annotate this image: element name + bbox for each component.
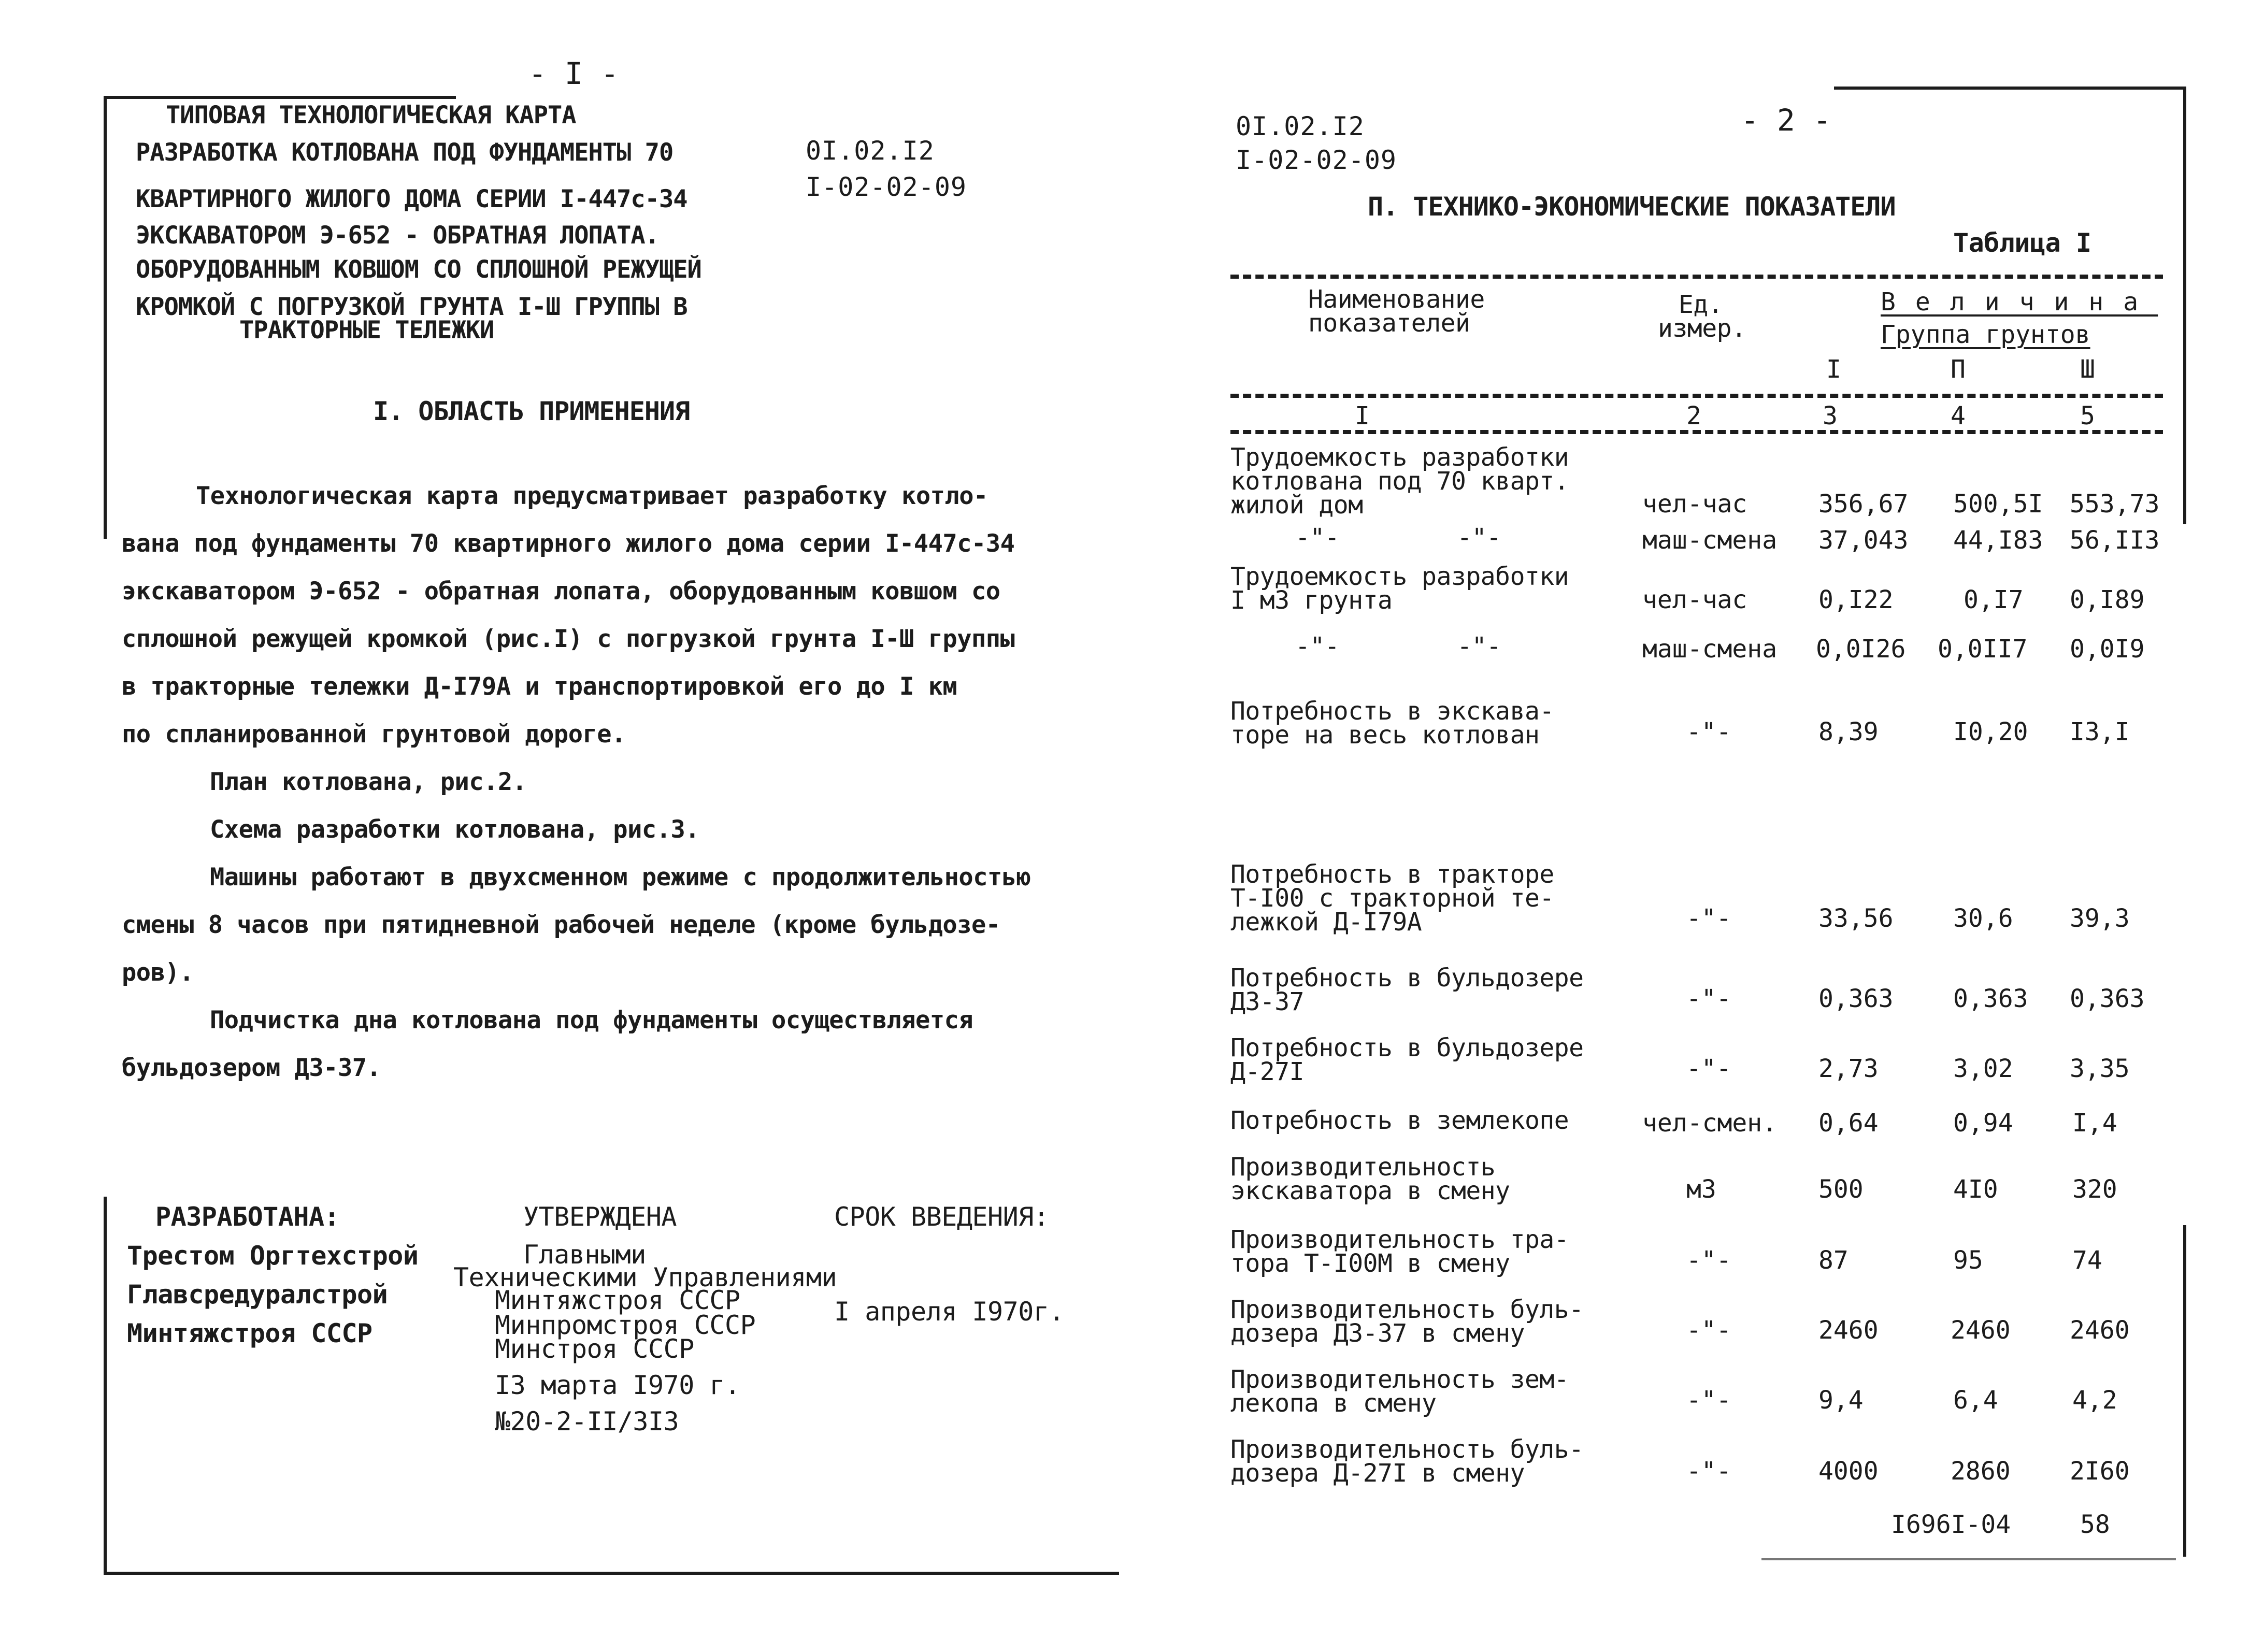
group-label: П <box>1951 355 1966 384</box>
paragraph-line: Схема разработки котлована, рис.3. <box>210 815 700 844</box>
col-number: 2 <box>1686 401 1701 430</box>
doc-title-line: КВАРТИРНОГО ЖИЛОГО ДОМА СЕРИИ I-447с-34 <box>136 185 687 213</box>
row-name-line: Т-I00 с тракторной те- <box>1230 884 1554 913</box>
right-bottom-rule <box>1761 1558 2176 1560</box>
left-page-number: - I - <box>528 56 619 91</box>
row-unit: -"- <box>1686 1054 1731 1083</box>
row-name <box>1230 562 1569 615</box>
row-name: -"- -"- <box>1295 523 1501 552</box>
row-value-group-3: 39,3 <box>2070 904 2130 933</box>
row-value-group-1: 2,73 <box>1818 1054 1879 1083</box>
row-unit: чел-час <box>1642 490 1747 519</box>
col-header-name-line: Наименование <box>1308 285 1485 314</box>
row-name-line: Потребность в тракторе <box>1230 860 1554 889</box>
row-unit: чел-смен. <box>1642 1109 1778 1138</box>
row-value-group-3: 74 <box>2072 1246 2102 1275</box>
row-value-group-1: 37,043 <box>1818 526 1909 555</box>
col-number: 4 <box>1951 401 1966 430</box>
col-header-group: Группа грунтов <box>1881 320 2090 349</box>
row-value-group-1: 9,4 <box>1818 1386 1864 1415</box>
row-value-group-1: 356,67 <box>1818 490 1909 519</box>
paragraph-line: экскаватором Э-652 - обратная лопата, оборудованным ковшом со <box>122 577 1000 606</box>
left-doc-code-2: I-02-02-09 <box>806 172 967 202</box>
row-value-group-2: 500,5I <box>1953 490 2043 519</box>
approved-line: Главными <box>523 1240 646 1270</box>
doc-title-line: ОБОРУДОВАННЫМ КОВШОМ СО СПЛОШНОЙ РЕЖУЩЕЙ <box>136 255 701 284</box>
row-unit: маш-смена <box>1642 526 1778 555</box>
row-value-group-2: 4I0 <box>1953 1175 1998 1204</box>
row-name-line: котлована под 70 кварт. <box>1230 467 1569 496</box>
right-doc-code-2: I-02-02-09 <box>1236 145 1397 175</box>
row-name <box>1230 1033 1584 1086</box>
effective-date: I апреля I970г. <box>834 1297 1065 1327</box>
approved-line: Минстроя СССР <box>495 1334 694 1364</box>
row-unit: м3 <box>1686 1175 1716 1204</box>
right-frame-top-vertical <box>2183 87 2186 524</box>
row-value-group-2: I0,20 <box>1953 717 2028 746</box>
group-label: I <box>1826 355 1841 384</box>
row-value-group-2: 30,6 <box>1953 904 2013 933</box>
row-name <box>1230 1295 1584 1348</box>
row-name <box>1230 1365 1569 1418</box>
col-header-name-line: показателей <box>1308 309 1470 338</box>
row-name-line: Потребность в бульдозере <box>1230 1033 1584 1062</box>
developed-line: Главсредуралстрой <box>127 1280 388 1310</box>
row-value-group-1: 8,39 <box>1818 717 1879 746</box>
col-header-unit-line: Ед. <box>1679 290 1723 319</box>
table-rule <box>1230 394 2163 398</box>
row-value-group-2: 0,363 <box>1953 984 2028 1013</box>
row-value-group-3: 4,2 <box>2072 1386 2117 1415</box>
paragraph-line: бульдозером ДЗ-37. <box>122 1054 381 1082</box>
col-header-name <box>1308 285 1485 338</box>
row-value-group-3: 56,II3 <box>2070 526 2160 555</box>
paragraph-line: Машины работают в двухсменном режиме с продолжительностью <box>210 863 1031 892</box>
paragraph-line: по спланированной грунтовой дороге. <box>122 720 626 749</box>
paragraph-line: вана под фундаменты 70 квартирного жилого дома серии I-447с-34 <box>122 529 1015 558</box>
row-value-group-3: 3,35 <box>2070 1054 2130 1083</box>
paragraph-line: в тракторные тележки Д-I79А и транспортировкой его до I км <box>122 672 957 701</box>
row-unit: -"- <box>1686 1246 1731 1275</box>
footer-doc-code: I696I-04 <box>1891 1510 2011 1539</box>
row-name-line: Производительность тра- <box>1230 1225 1569 1254</box>
doc-title-line: КРОМКОЙ С ПОГРУЗКОЙ ГРУНТА I-Ш ГРУППЫ В <box>136 293 687 321</box>
approved-line: I3 марта I970 г. <box>495 1370 740 1400</box>
col-header-value: Величина <box>1881 288 2158 317</box>
row-name-line: I м3 грунта <box>1230 586 1393 615</box>
row-value-group-2: 6,4 <box>1953 1386 1998 1415</box>
paragraph-line: сплошной режущей кромкой (рис.I) с погрузкой грунта I-Ш группы <box>122 625 1015 653</box>
approved-line: Минпромстроя СССР <box>495 1310 756 1340</box>
row-value-group-1: 0,64 <box>1818 1109 1879 1138</box>
doc-title-line: ТРАКТОРНЫЕ ТЕЛЕЖКИ <box>239 316 494 344</box>
row-unit: -"- <box>1686 1457 1731 1486</box>
col-number: 3 <box>1823 401 1838 430</box>
right-doc-code-1: 0I.02.I2 <box>1236 111 1365 141</box>
row-name-line: Производительность <box>1230 1153 1496 1182</box>
row-value-group-2: 44,I83 <box>1953 526 2043 555</box>
row-name <box>1230 697 1554 750</box>
row-name-line: ДЗ-37 <box>1230 987 1304 1016</box>
section-heading-scope: I. ОБЛАСТЬ ПРИМЕНЕНИЯ <box>373 396 690 426</box>
row-name-line: лекопа в смену <box>1230 1389 1437 1418</box>
row-value-group-3: 2460 <box>2070 1316 2130 1345</box>
row-name-line: жилой дом <box>1230 491 1363 520</box>
row-value-group-1: 33,56 <box>1818 904 1894 933</box>
left-frame-top-vertical <box>104 96 107 539</box>
row-name-line: дозера Д-27I в смену <box>1230 1459 1525 1488</box>
row-unit: маш-смена <box>1642 635 1778 664</box>
row-unit: чел-час <box>1642 585 1747 614</box>
col-number: 5 <box>2080 401 2095 430</box>
row-value-group-3: 2I60 <box>2070 1457 2130 1486</box>
row-value-group-2: 0,I7 <box>1964 585 2024 614</box>
table-label: Таблица I <box>1953 228 2091 258</box>
left-frame-bottom-vertical <box>104 1197 107 1575</box>
paragraph-line: План котлована, рис.2. <box>210 768 527 796</box>
col-header-unit <box>1658 290 1746 343</box>
row-value-group-1: 0,363 <box>1818 984 1894 1013</box>
row-name <box>1230 860 1554 937</box>
row-value-group-3: 553,73 <box>2070 490 2160 519</box>
row-name-line: Потребность в бульдозере <box>1230 964 1584 993</box>
row-name-line: торе на весь котлован <box>1230 721 1540 750</box>
col-number: I <box>1355 401 1370 430</box>
row-unit: -"- <box>1686 717 1731 746</box>
doc-title-line: ТИПОВАЯ ТЕХНОЛОГИЧЕСКАЯ КАРТА <box>166 101 576 130</box>
developed-line: Трестом Оргтехстрой <box>127 1241 419 1271</box>
row-value-group-3: 0,0I9 <box>2070 635 2145 664</box>
row-unit: -"- <box>1686 984 1731 1013</box>
row-name <box>1230 1155 1510 1203</box>
paragraph-line: Подчистка дна котлована под фундаменты осуществляется <box>210 1006 973 1035</box>
row-name-line: тора Т-I00М в смену <box>1230 1249 1510 1278</box>
row-value-group-1: 87 <box>1818 1246 1849 1275</box>
row-value-group-2: 2460 <box>1951 1316 2011 1345</box>
right-page-number: - 2 - <box>1741 103 1831 138</box>
row-value-group-1: 4000 <box>1818 1457 1879 1486</box>
row-value-group-2: 0,94 <box>1953 1109 2013 1138</box>
paragraph-line: Технологическая карта предусматривает разработку котло- <box>196 482 988 510</box>
right-frame-bottom-vertical <box>2183 1225 2186 1557</box>
row-unit: -"- <box>1686 904 1731 933</box>
row-value-group-3: I3,I <box>2070 717 2130 746</box>
row-name <box>1230 443 1569 520</box>
group-label: Ш <box>2080 355 2095 384</box>
row-value-group-3: I,4 <box>2072 1109 2117 1138</box>
row-value-group-1: 0,0I26 <box>1816 635 1906 664</box>
approved-heading: УТВЕРЖДЕНА <box>523 1202 677 1232</box>
row-name-line: Производительность буль- <box>1230 1295 1584 1324</box>
paragraph-line: смены 8 часов при пятидневной рабочей неделе (кроме бульдозе- <box>122 911 1000 939</box>
row-value-group-2: 2860 <box>1951 1457 2011 1486</box>
table-rule <box>1230 275 2163 279</box>
row-unit: -"- <box>1686 1386 1731 1415</box>
row-value-group-2: 3,02 <box>1953 1054 2013 1083</box>
row-value-group-2: 0,0II7 <box>1938 635 2028 664</box>
doc-title-line: РАЗРАБОТКА КОТЛОВАНА ПОД ФУНДАМЕНТЫ 70 <box>136 138 674 167</box>
approved-line: Минтяжстроя СССР <box>495 1285 740 1315</box>
row-value-group-2: 95 <box>1953 1246 1983 1275</box>
row-name-line: экскаватора в смену <box>1230 1176 1510 1205</box>
developed-heading: РАЗРАБОТАНА: <box>155 1202 340 1232</box>
row-name: Потребность в землекопе <box>1230 1106 1569 1135</box>
row-value-group-1: 2460 <box>1818 1316 1879 1345</box>
approved-line: №20-2-II/3I3 <box>495 1406 679 1436</box>
left-bottom-rule <box>104 1572 1119 1575</box>
row-name-line: Производительность буль- <box>1230 1435 1584 1464</box>
row-value-group-1: 0,I22 <box>1818 585 1894 614</box>
row-name-line: Трудоемкость разработки <box>1230 562 1569 591</box>
row-name: -"- -"- <box>1295 632 1501 661</box>
table-rule <box>1230 430 2163 434</box>
left-doc-code-1: 0I.02.I2 <box>806 136 935 166</box>
row-name-line: Трудоемкость разработки <box>1230 443 1569 472</box>
row-value-group-3: 320 <box>2072 1175 2117 1204</box>
row-name <box>1230 1435 1584 1488</box>
col-header-unit-line: измер. <box>1658 314 1746 343</box>
approved-line: Техническими Управлениями <box>453 1262 837 1292</box>
row-value-group-3: 0,I89 <box>2070 585 2145 614</box>
right-top-rule <box>1834 87 2186 90</box>
developed-line: Минтяжстроя СССР <box>127 1318 372 1348</box>
row-name-line: дозера ДЗ-37 в смену <box>1230 1319 1525 1348</box>
section-heading-indicators: П. ТЕХНИКО-ЭКОНОМИЧЕСКИЕ ПОКАЗАТЕЛИ <box>1368 192 1896 222</box>
row-name <box>1230 1225 1569 1278</box>
row-name-line: Производительность зем- <box>1230 1365 1569 1394</box>
row-name-line: Потребность в экскава- <box>1230 697 1554 726</box>
row-name-line: Д-27I <box>1230 1057 1304 1086</box>
row-name <box>1230 966 1584 1014</box>
footer-page-number: 58 <box>2080 1510 2110 1539</box>
effective-heading: СРОК ВВЕДЕНИЯ: <box>834 1202 1049 1232</box>
row-value-group-1: 500 <box>1818 1175 1864 1204</box>
doc-title-line: ЭКСКАВАТОРОМ Э-652 - ОБРАТНАЯ ЛОПАТА. <box>136 221 659 250</box>
row-unit: -"- <box>1686 1316 1731 1345</box>
row-value-group-3: 0,363 <box>2070 984 2145 1013</box>
paragraph-line: ров). <box>122 958 194 987</box>
row-name-line: лежкой Д-I79А <box>1230 908 1422 937</box>
